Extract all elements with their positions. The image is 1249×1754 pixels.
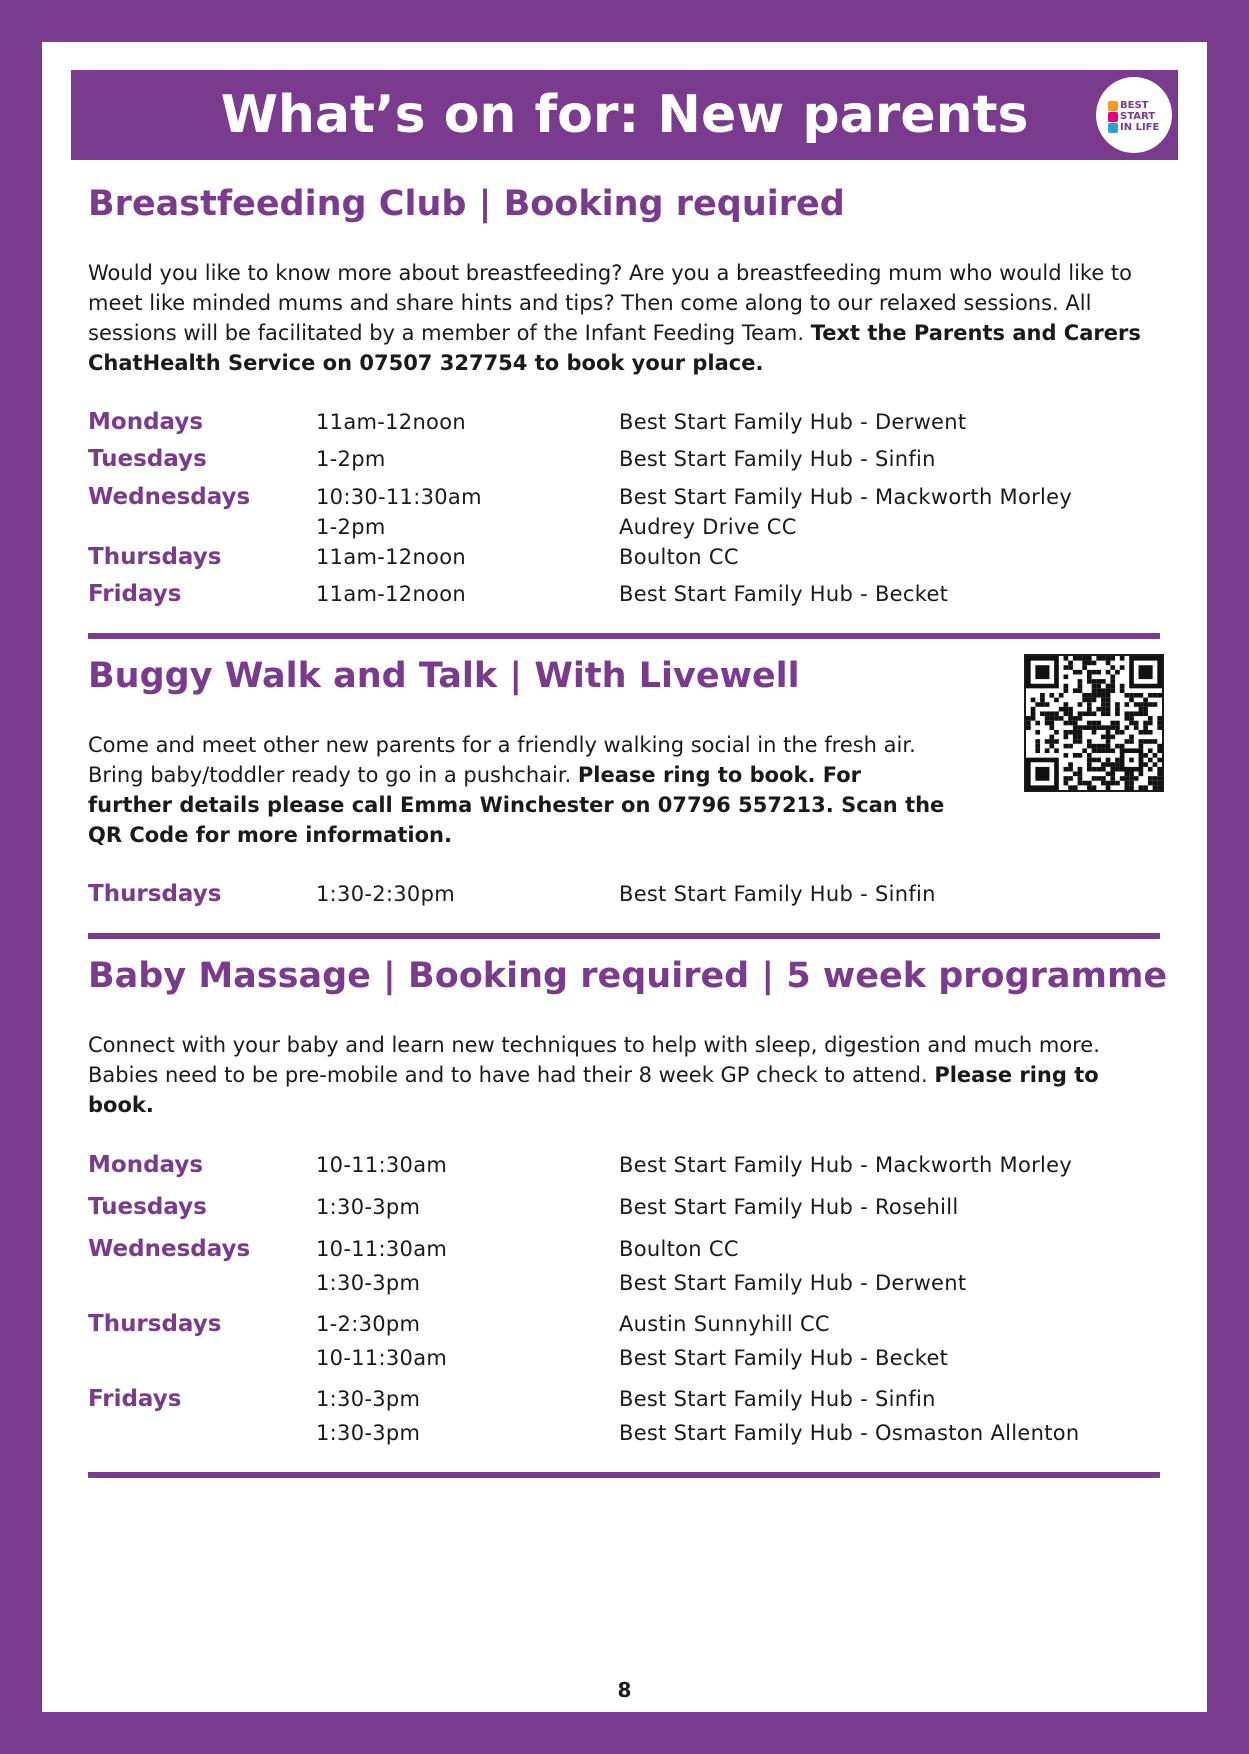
schedule-venue: Audrey Drive CC: [619, 515, 797, 539]
schedule-day: Tuesdays: [88, 1194, 207, 1220]
schedule-day: Fridays: [88, 1386, 182, 1412]
schedule-day: Tuesdays: [88, 446, 207, 472]
schedule-time: 10:30-11:30am: [316, 485, 482, 509]
page-number: 8: [617, 1678, 632, 1702]
schedule-time: 1-2:30pm: [316, 1312, 421, 1336]
section-title-breastfeeding: Breastfeeding Club | Booking required: [88, 184, 845, 224]
schedule-time: 1:30-3pm: [316, 1387, 421, 1411]
section-text-breastfeeding: Would you like to know more about breastfeeding? Are you a breastfeeding mum who would like to meet like minded mums and share hints and tips? Then come along to our relaxed sessions. All sessions will be facilitated by a member of the Infant Feeding Team. Text the Parents and Carers ChatHealth Service on 07507 327754 to book your place.: [88, 261, 1141, 375]
logo-text-2: START: [1120, 111, 1156, 122]
logo-text-1: BEST: [1120, 100, 1149, 111]
schedule-time: 1:30-3pm: [316, 1271, 421, 1295]
schedule-day: Mondays: [88, 1152, 204, 1178]
section-text-baby-massage: Connect with your baby and learn new techniques to help with sleep, digestion and much more. Babies need to be pre-mobile and to have had their 8 week GP check to attend. Please ring to book.: [88, 1033, 1100, 1117]
section-divider: [88, 933, 1160, 939]
schedule-venue: Best Start Family Hub - Osmaston Allenton: [619, 1421, 1080, 1445]
schedule-day: Thursdays: [88, 881, 222, 907]
schedule-venue: Best Start Family Hub - Derwent: [619, 1271, 967, 1295]
best-start-in-life-logo: [1096, 77, 1172, 153]
schedule-venue: Boulton CC: [619, 1237, 739, 1261]
section-text-buggy-walk: Come and meet other new parents for a friendly walking social in the fresh air. Bring baby/toddler ready to go in a pushchair. Please ring to book. For further details please call Emma Winchester on 07796 557213. Scan the QR Code for more information.: [88, 733, 945, 847]
schedule-venue: Best Start Family Hub - Rosehill: [619, 1195, 959, 1219]
schedule-time: 11am-12noon: [316, 545, 466, 569]
page: [42, 42, 1207, 1712]
schedule-venue: Boulton CC: [619, 545, 739, 569]
schedule-time: 1:30-2:30pm: [316, 882, 455, 906]
schedule-day: Wednesdays: [88, 484, 251, 510]
header-banner: [71, 70, 1178, 160]
schedule-venue: Best Start Family Hub - Sinfin: [619, 1387, 936, 1411]
logo-text-3: IN LIFE: [1120, 122, 1160, 133]
schedule-day: Mondays: [88, 409, 204, 435]
section-divider: [88, 1472, 1160, 1478]
schedule-time: 10-11:30am: [316, 1153, 448, 1177]
schedule-day: Thursdays: [88, 1311, 222, 1337]
schedule-day: Thursdays: [88, 544, 222, 570]
schedule-venue: Best Start Family Hub - Becket: [619, 1346, 949, 1370]
schedule-venue: Best Start Family Hub - Mackworth Morley: [619, 485, 1073, 509]
page-title: What’s on for: New parents: [220, 85, 1029, 145]
schedule-time: 10-11:30am: [316, 1237, 448, 1261]
schedule-venue: Best Start Family Hub - Sinfin: [619, 447, 936, 471]
schedule-venue: Austin Sunnyhill CC: [619, 1312, 830, 1336]
schedule-day: Fridays: [88, 581, 182, 607]
schedule-venue: Best Start Family Hub - Sinfin: [619, 882, 936, 906]
schedule-time: 11am-12noon: [316, 410, 466, 434]
schedule-time: 1:30-3pm: [316, 1421, 421, 1445]
schedule-time: 1:30-3pm: [316, 1195, 421, 1219]
schedule-venue: Best Start Family Hub - Mackworth Morley: [619, 1153, 1073, 1177]
schedule-venue: Best Start Family Hub - Derwent: [619, 410, 967, 434]
schedule-time: 10-11:30am: [316, 1346, 448, 1370]
section-title-baby-massage: Baby Massage | Booking required | 5 week programme: [88, 956, 1168, 996]
schedule-venue: Best Start Family Hub - Becket: [619, 582, 949, 606]
schedule-time: 1-2pm: [316, 515, 386, 539]
section-title-buggy-walk: Buggy Walk and Talk | With Livewell: [88, 656, 800, 696]
schedule-day: Wednesdays: [88, 1236, 251, 1262]
schedule-time: 11am-12noon: [316, 582, 466, 606]
section-divider: [88, 633, 1160, 639]
qr-code-icon[interactable]: [1024, 654, 1164, 792]
schedule-time: 1-2pm: [316, 447, 386, 471]
